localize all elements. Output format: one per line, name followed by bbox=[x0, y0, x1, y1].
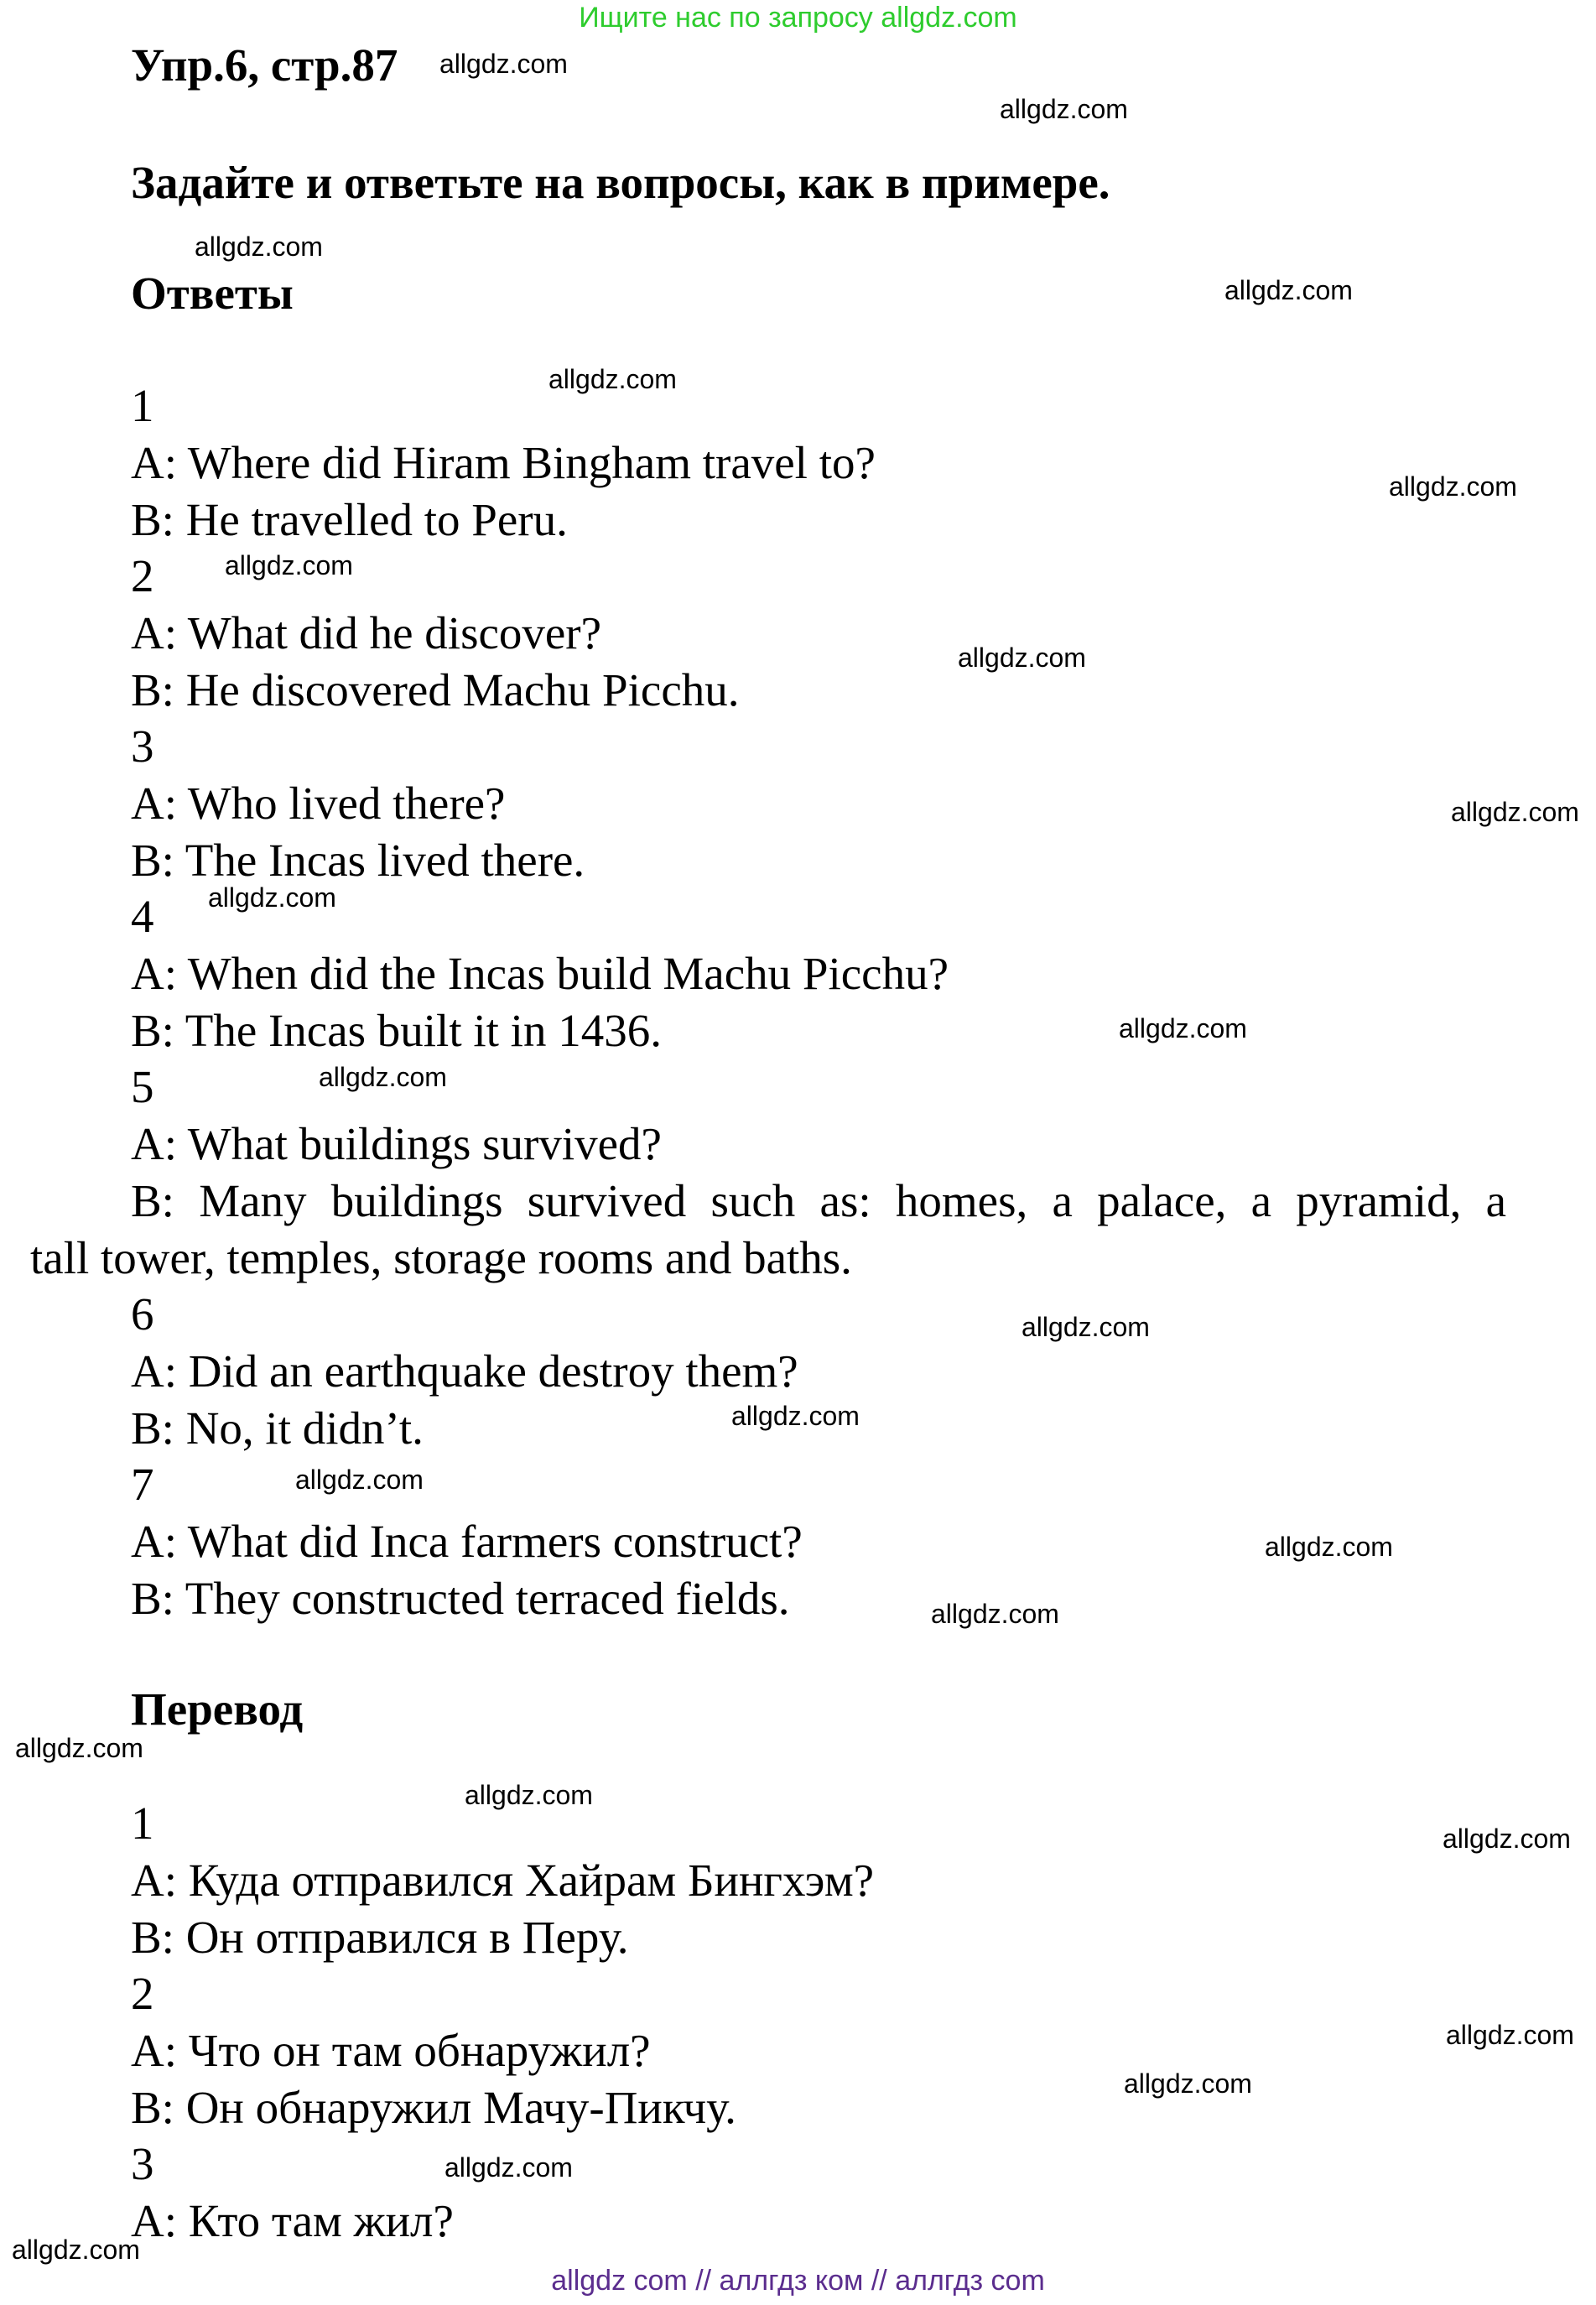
footer-links[interactable]: allgdz com // аллгдз ком // аллгдз com bbox=[551, 2265, 1045, 2297]
watermark: allgdz.com bbox=[15, 1733, 143, 1763]
watermark: allgdz.com bbox=[1443, 1824, 1571, 1854]
answers-heading: Ответы bbox=[131, 268, 294, 319]
watermark: allgdz.com bbox=[195, 232, 323, 262]
watermark: allgdz.com bbox=[1000, 94, 1128, 124]
watermark: allgdz.com bbox=[439, 49, 568, 79]
answer-number: 3 bbox=[131, 721, 154, 772]
answer-number: 1 bbox=[131, 380, 154, 431]
answer-question: A: Who lived there? bbox=[131, 778, 506, 829]
answer-question: A: What did he discover? bbox=[131, 607, 602, 658]
translation-heading: Перевод bbox=[131, 1683, 304, 1735]
instruction-text: Задайте и ответьте на вопросы, как в примере. bbox=[131, 157, 1110, 208]
answer-response: B: He travelled to Peru. bbox=[131, 494, 568, 545]
translation-question: A: Что он там обнаружил? bbox=[131, 2025, 651, 2076]
watermark: allgdz.com bbox=[731, 1401, 860, 1431]
watermark: allgdz.com bbox=[1124, 2068, 1252, 2099]
translation-number: 2 bbox=[131, 1968, 154, 2019]
translation-number: 1 bbox=[131, 1798, 154, 1849]
watermark: allgdz.com bbox=[958, 643, 1086, 673]
watermark: allgdz.com bbox=[295, 1465, 424, 1495]
translation-question: A: Кто там жил? bbox=[131, 2195, 454, 2246]
answer-question: A: Where did Hiram Bingham travel to? bbox=[131, 437, 876, 488]
exercise-title: Упр.6, стр.87 bbox=[131, 39, 398, 91]
translation-response: B: Он обнаружил Мачу-Пикчу. bbox=[131, 2082, 736, 2133]
answer-number: 6 bbox=[131, 1288, 154, 1340]
answer-question: A: What did Inca farmers construct? bbox=[131, 1516, 803, 1567]
watermark: allgdz.com bbox=[12, 2235, 140, 2265]
translation-response: B: Он отправился в Перу. bbox=[131, 1912, 629, 1963]
answer-number: 2 bbox=[131, 550, 154, 601]
answer-response: B: He discovered Machu Picchu. bbox=[131, 664, 740, 715]
answer-response: B: They constructed terraced fields. bbox=[131, 1573, 790, 1624]
answer-number: 5 bbox=[131, 1061, 154, 1112]
watermark: allgdz.com bbox=[931, 1599, 1059, 1629]
watermark: allgdz.com bbox=[225, 550, 353, 580]
watermark: allgdz.com bbox=[1022, 1312, 1150, 1342]
watermark: allgdz.com bbox=[208, 882, 336, 913]
answer-response: B: The Incas built it in 1436. bbox=[131, 1005, 662, 1056]
watermark: allgdz.com bbox=[1451, 797, 1579, 827]
watermark: allgdz.com bbox=[1224, 275, 1353, 305]
answer-response: B: The Incas lived there. bbox=[131, 835, 585, 886]
watermark: allgdz.com bbox=[1446, 2020, 1574, 2050]
answer-response: B: No, it didn’t. bbox=[131, 1402, 424, 1454]
answer-number: 4 bbox=[131, 891, 154, 942]
watermark: allgdz.com bbox=[465, 1780, 593, 1810]
watermark: allgdz.com bbox=[319, 1062, 447, 1092]
answer-question: A: When did the Incas build Machu Picchu? bbox=[131, 948, 949, 999]
watermark: allgdz.com bbox=[1389, 471, 1517, 502]
translation-number: 3 bbox=[131, 2138, 154, 2189]
answer-number: 7 bbox=[131, 1459, 154, 1510]
watermark: allgdz.com bbox=[548, 364, 677, 394]
answer-response: B: Many buildings survived such as: homes, a palace, a pyramid, a bbox=[131, 1175, 1506, 1226]
watermark: allgdz.com bbox=[444, 2152, 573, 2183]
answer-question: A: What buildings survived? bbox=[131, 1118, 662, 1169]
translation-question: A: Куда отправился Хайрам Бингхэм? bbox=[131, 1855, 875, 1906]
answer-question: A: Did an earthquake destroy them? bbox=[131, 1345, 798, 1397]
answer-response-continued: tall tower, temples, storage rooms and baths. bbox=[30, 1232, 852, 1283]
watermark: allgdz.com bbox=[1265, 1532, 1393, 1562]
watermark: allgdz.com bbox=[1119, 1013, 1247, 1043]
search-banner[interactable]: Ищите нас по запросу allgdz.com bbox=[579, 2, 1017, 34]
